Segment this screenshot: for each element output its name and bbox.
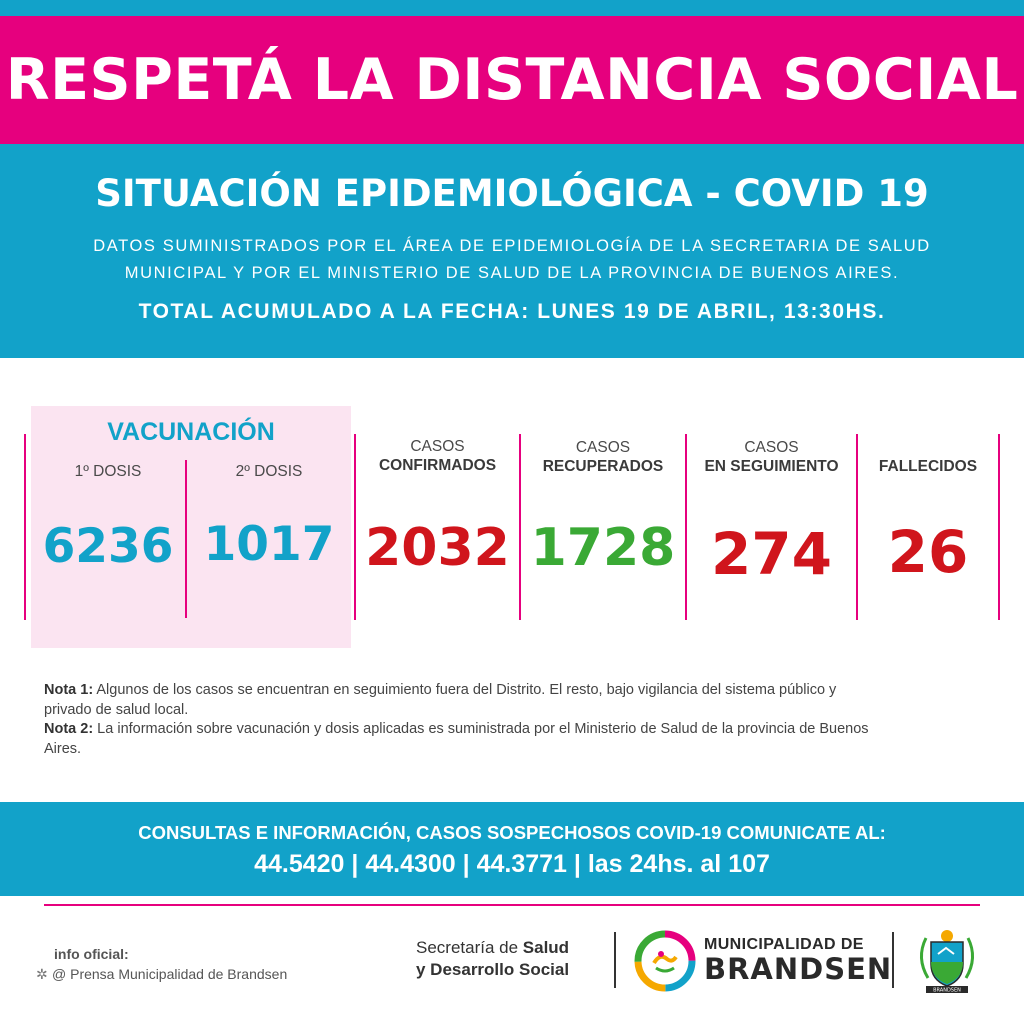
note-1 bbox=[44, 681, 874, 720]
secretaria-word3: y Desarrollo Social bbox=[416, 960, 570, 979]
footer-separator-1 bbox=[614, 932, 616, 988]
contact-banner bbox=[0, 802, 1024, 896]
top-strip bbox=[0, 0, 1024, 16]
contact-phones: 44.5420 | 44.4300 | 44.3771 | las 24hs. al 107 bbox=[254, 850, 770, 878]
click-hand-icon: ✲ bbox=[36, 966, 48, 982]
note2-text: La información sobre vacunación y dosis aplicadas es suministrada por el Ministerio de Salud de la provincia de Buenos Aires. bbox=[44, 721, 869, 757]
secretaria-word2: Salud bbox=[522, 938, 570, 957]
source-line-1: DATOS SUMINISTRADOS POR EL ÁREA DE EPIDEMIOLOGÍA DE LA SECRETARIA DE SALUD bbox=[93, 237, 931, 255]
footer-separator-2 bbox=[892, 932, 894, 988]
note1-label: Nota 1: bbox=[44, 682, 94, 698]
footer-divider bbox=[44, 904, 980, 906]
dose2-label: 2º DOSIS bbox=[235, 463, 303, 480]
recovered-label bbox=[521, 438, 685, 476]
tracking-label-line2: EN SEGUIMIENTO bbox=[704, 458, 839, 475]
recovered-value: 1728 bbox=[530, 518, 676, 578]
secretaria-text bbox=[416, 937, 569, 981]
confirmed-label-line1: CASOS bbox=[410, 438, 465, 455]
coat-of-arms-icon bbox=[914, 924, 980, 998]
dose1-label: 1º DOSIS bbox=[74, 463, 142, 480]
municipality-logo-icon bbox=[634, 930, 696, 992]
secretaria-word1: Secretaría de bbox=[416, 938, 523, 957]
source-line-2: MUNICIPAL Y POR EL MINISTERIO DE SALUD DE LA PROVINCIA DE BUENOS AIRES. bbox=[124, 264, 900, 282]
dose1-value: 6236 bbox=[42, 519, 174, 574]
tracking-value: 274 bbox=[710, 520, 833, 588]
tracking-label bbox=[687, 438, 856, 476]
source-text bbox=[0, 233, 1024, 287]
dose2-value: 1017 bbox=[203, 517, 335, 572]
cumulative-date: TOTAL ACUMULADO A LA FECHA: LUNES 19 DE ABRIL, 13:30HS. bbox=[138, 300, 886, 323]
confirmed-label-line2: CONFIRMADOS bbox=[378, 457, 497, 474]
info-handle: @ Prensa Municipalidad de Brandsen bbox=[52, 966, 288, 982]
official-info bbox=[36, 944, 287, 984]
main-title: RESPETÁ LA DISTANCIA SOCIAL bbox=[5, 47, 1019, 113]
deceased-label bbox=[858, 457, 998, 476]
divider-left bbox=[24, 434, 26, 620]
recovered-label-line2: RECUPERADOS bbox=[542, 458, 664, 475]
note2-label: Nota 2: bbox=[44, 721, 94, 737]
note-2 bbox=[44, 720, 874, 759]
deceased-label-line1: FALLECIDOS bbox=[878, 458, 978, 475]
notes bbox=[44, 681, 874, 759]
muni-line-2: BRANDSEN bbox=[704, 952, 893, 986]
tracking-label-line1: CASOS bbox=[744, 439, 799, 456]
note1-text: Algunos de los casos se encuentran en seguimiento fuera del Distrito. El resto, bajo vigilancia del sistema público y privado de salud local. bbox=[44, 682, 837, 718]
divider-right bbox=[998, 434, 1000, 620]
info-label: info oficial: bbox=[54, 946, 129, 962]
recovered-label-line1: CASOS bbox=[575, 439, 631, 456]
muni-line-1: MUNICIPALIDAD DE bbox=[704, 936, 864, 953]
situation-title: SITUACIÓN EPIDEMIOLÓGICA - COVID 19 bbox=[95, 172, 929, 215]
vaccination-title: VACUNACIÓN bbox=[107, 418, 275, 446]
situation-banner bbox=[0, 144, 1024, 358]
municipality-name bbox=[704, 936, 892, 984]
confirmed-label bbox=[356, 437, 519, 475]
confirmed-value: 2032 bbox=[365, 518, 510, 578]
crest-text: BRANDSEN bbox=[933, 987, 961, 994]
contact-line-1: CONSULTAS E INFORMACIÓN, CASOS SOSPECHOSOS COVID-19 COMUNICATE AL: bbox=[138, 822, 886, 843]
deceased-value: 26 bbox=[887, 518, 969, 586]
title-banner bbox=[0, 16, 1024, 144]
